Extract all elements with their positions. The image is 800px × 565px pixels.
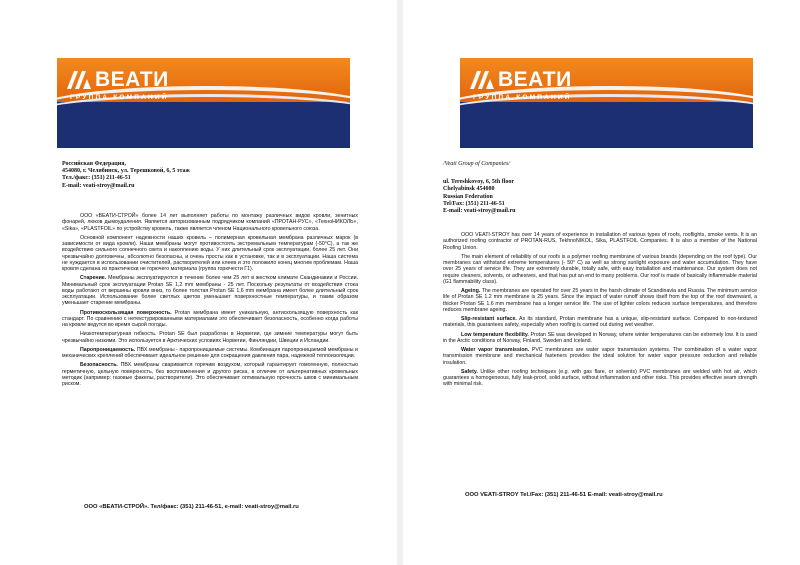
paragraph-text: ООО «ВЕАТИ-СТРОЙ» более 14 лет выполняет работы по монтажу различных видов кровли, зенитных фонарей, люков дымоудаления. Является авторизованным подрядчиком компаний «ПРОТАН-РУС», «ТехноНИКОЛЬ», «Sika», «PLASTFOIL» по устройству кровель, также является членом Национального кровельного союза. (62, 213, 358, 232)
letter-body (62, 213, 358, 390)
logo-subtitle: ГРУППА КОМПАНИЙ (70, 94, 169, 101)
body-paragraph (62, 275, 358, 306)
address-block (443, 161, 703, 215)
address-block (62, 161, 322, 190)
page-english (403, 0, 800, 565)
letter-body (443, 232, 757, 391)
paragraph-heading: Water vapor transmission. (461, 347, 530, 353)
page-russian (0, 0, 397, 565)
paragraph-text: Мембраны эксплуатируются в течение более чем 25 лет в жестком климате Скандинавии и России. Минимальный срок эксплуатации Protan SE 1,2 mm мембраны - 25 лет. Поскольку результаты от воздействия стока воды работают от вершины кровли вниз, то более толстая Protan SE 1,6 mm мембрана имеет более длительный срок эксплуатации. Использование более светлых цветов уменьшает поверхностные температуры, и таким образом уменьшает старение мембраны. (62, 275, 358, 307)
body-paragraph (62, 331, 358, 344)
paragraph-heading: Паропроницаемость. (80, 346, 136, 353)
letter-footer: ООО «ВЕАТИ-СТРОЙ». Тел/факс: (351) 211-46-51, e-mail: veati-stroy@mail.ru (84, 504, 299, 510)
address-line: Российская Федерация, (62, 161, 126, 167)
body-paragraph (443, 332, 757, 345)
veati-logo-icon (470, 71, 496, 89)
body-paragraph (443, 369, 757, 388)
logo-text: ВЕАТИ (498, 68, 572, 91)
body-paragraph (62, 310, 358, 329)
paragraph-text: ПВХ мембраны сваривается горячим воздухом, который гарантирует гомогенную, полностью герметичную, цельную поверхность, без воспламенения и другого риска, в отличие от альтернативных кровельных методик (например: газовые факелы, растворители). Это обеспечивает оптимальную прочность швов с минимальным риском. (62, 362, 358, 387)
address-line: ul. Tereshkovoy, 6, 5th floor (443, 179, 515, 186)
body-paragraph (62, 235, 358, 273)
veati-logo (470, 70, 572, 90)
address-line: Тел./факс: (351) 211-46-51 (62, 175, 131, 182)
paragraph-text: The membranes are operated for over 25 years in the harsh climate of Scandinavia and Russia. The minimum service life of Protan SE 1.2 mm membrane is 25 years. Since the impact of water runoff shows itself from the top of the roof downward, a thicker Protan SE 1.6 mm membrane has a longer service life. The use of lighter colors reduces surface temperatures, and therefore reduces membrane ageing. (443, 288, 757, 313)
body-paragraph (62, 213, 358, 232)
paragraph-text: PVC membranes are water vapor transmission systems. The combination of a water vapor transmission membrane and mechanical fasteners provides the ideal solution for water vapor pressure reduction and reliable insulation. (443, 347, 757, 366)
address-line: E-mail: veati-stroy@mail.ru (443, 208, 516, 215)
body-paragraph (62, 347, 358, 360)
body-paragraph (443, 254, 757, 285)
address-line: Tel/Fax: (351) 211-46-51 (443, 200, 505, 207)
paragraph-text: Низкотемпературная гибкость. Protan SE был разработан в Норвегии, где зимние температуры могут быть чрезвычайно низкими. Это используется в Арктических условиях Норвегии, Финляндии, Швеции и Исландии. (62, 331, 358, 344)
paragraph-heading: Low temperature flexibility. (461, 331, 529, 338)
paragraph-heading: Slip-resistant surface. (461, 316, 517, 322)
veati-logo-icon (67, 71, 93, 89)
paragraph-heading: Безопасность. (80, 362, 118, 369)
paragraph-text: Unlike other roofing techniques (e.g. with gas flare, or solvents) PVC membranes are welded with hot air, which guarantees a homogeneous, fully leak-proof, solid surface, without inflammation and other risks. This provides effective seam strength with minimal risk. (443, 368, 757, 388)
paragraph-text: As its standard, Protan membrane has a unique, slip-resistant surface. Compared to non-textured materials, this guarantees safety, especially when roofing is carried out during wet weather. (443, 316, 757, 329)
paragraph-text: Protan SE was developed in Norway, where winter temperatures can be extremely low. It is used in the Arctic conditions of Norway, Finland, Sweden and Iceland. (443, 331, 757, 344)
paragraph-text: The main element of reliability of our roofs is a polymer roofing membrane of various brands (depending on the roof type). Our membranes can withstand extreme temperatures (- 50° C) as well as strong sunlight exposure and water accumulation. They have over 25 years of service life. They are extremely durable, totally safe, with easy installation and maintenance. Our system does not require cleaners, solvents, or adhesives, and that has put an end to many problems. Our roof is made of basically inflammable material (G1 flammability class). (443, 253, 757, 285)
paragraph-heading: Старение. (80, 275, 107, 282)
body-paragraph (443, 232, 757, 251)
veati-logo (67, 70, 169, 90)
paragraph-heading: Safety. (461, 368, 478, 375)
body-paragraph (62, 362, 358, 387)
logo-text: ВЕАТИ (95, 68, 169, 91)
logo-subtitle: ГРУППА КОМПАНИЙ (473, 94, 572, 101)
address-line: Chelyabinsk 454080 (443, 186, 495, 193)
address-line: Russian Federation (443, 193, 493, 200)
paragraph-text: OOO VEATI-STROY has over 14 years of experience in installation of various types of roofs, rooflights, smoke vents. It is an authorized roofing contractor of PROTAN-RUS, TekhnoNIKOL, Sika, PLASTFOIL Companies. It is also a member of the National Roofing Union. (443, 232, 757, 251)
address-line: E-mail: veati-stroy@mail.ru (62, 182, 135, 189)
paragraph-text: Основной компонент надежности наших кровель – полимерная кровельная мембрана различных марок (в зависимости от вида кровли). Наши мембраны могут противостоять экстремальным температурам (-50°С), а так же воздействию сильного солнечного света и накоплению воды. У них длительный срок эксплуатации, более 25 лет. Они чрезвычайно долговечны, абсолютно безопасны, и очень просты как в установке, так и в эксплуатации. Наша система не нуждается в использовании очистителей, растворителей или клеев и это положило конец многим проблемам. Наша кровля сделана из практически не горючего материала (группа горючести Г1). (62, 234, 358, 272)
paragraph-heading: Противоскользящая поверхность. (80, 309, 172, 316)
body-paragraph (443, 316, 757, 329)
group-name: /Veati Group of Companies/ (443, 161, 510, 167)
address-line: 454080, г. Челябинск, ул. Терешковой, 6, 5 этаж (62, 168, 190, 175)
letterhead-banner (57, 58, 350, 148)
paragraph-heading: Ageing. (461, 288, 481, 294)
letter-footer: OOO VEATI-STROY Tel./Fax: (351) 211-46-51 E-mail: veati-stroy@mail.ru (465, 492, 663, 498)
paragraph-text: ПВХ мембраны - паропроницаемые системы. Комбинация паропроницаемой мембраны и механических креплений обеспечивает идеальное решение для сокращения давления пара, надежной теплоизоляции. (62, 346, 358, 359)
letterhead-banner (460, 58, 753, 148)
body-paragraph (443, 347, 757, 366)
body-paragraph (443, 288, 757, 313)
paragraph-text: Protan мембрана имеет уникальную, антискользящую поверхность как стандарт. По сравнению с нетекстурированными материалами это обеспечивает безопасность, особенно когда работы на кровле ведутся во время сырой погоды. (62, 309, 358, 328)
